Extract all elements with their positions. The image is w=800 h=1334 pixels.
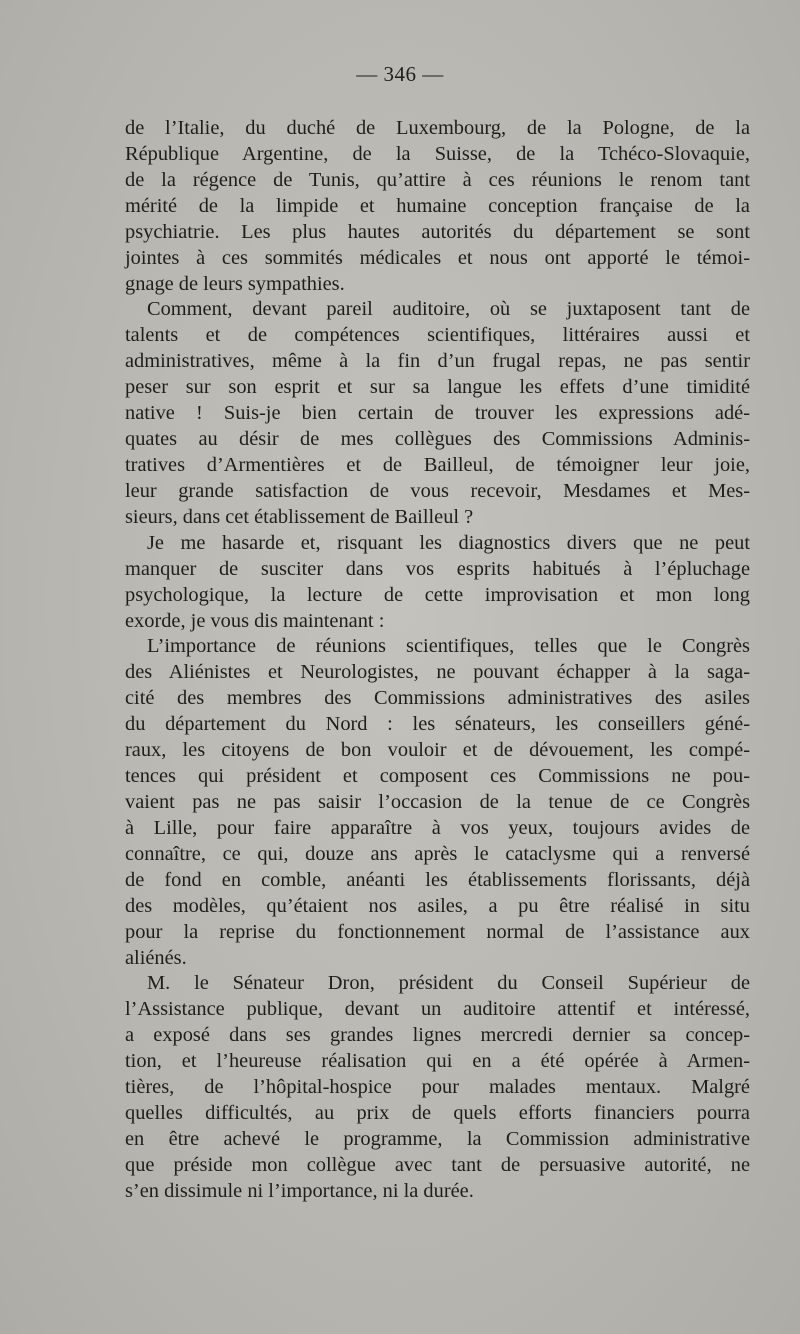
text-line: République Argentine, de la Suisse, de la Tchéco-Slovaquie,: [125, 142, 750, 165]
text-line: aliénés.: [125, 946, 187, 969]
text-line: de l’Italie, du duché de Luxembourg, de la Pologne, de la: [125, 117, 750, 139]
text-line: tratives d’Armentières et de Bailleul, de témoigner leur joie,: [125, 453, 750, 476]
text-line: vaient pas ne pas saisir l’occasion de la tenue de ce Congrès: [125, 790, 750, 813]
text-line: s’en dissimule ni l’importance, ni la durée.: [125, 1179, 474, 1202]
text-line: exorde, je vous dis maintenant :: [125, 609, 385, 632]
text-line: mérité de la limpide et humaine conception française de la: [125, 194, 750, 217]
text-line: sieurs, dans cet établissement de Bailleul ?: [125, 505, 474, 528]
text-line: psychiatrie. Les plus hautes autorités du département se sont: [125, 220, 750, 243]
text-line: M. le Sénateur Dron, président du Conseil Supérieur de: [147, 972, 750, 995]
text-line: tières, de l’hôpital-hospice pour malades mentaux. Malgré: [125, 1076, 750, 1099]
text-line: que préside mon collègue avec tant de persuasive autorité, ne: [125, 1153, 750, 1176]
text-line: L’importance de réunions scientifiques, telles que le Congrès: [147, 635, 750, 658]
text-line: jointes à ces sommités médicales et nous ont apporté le témoi-: [125, 246, 750, 269]
text-line: peser sur son esprit et sur sa langue les effets d’une timidité: [125, 376, 750, 399]
page-number: — 346 —: [356, 62, 444, 86]
text-line: native ! Suis-je bien certain de trouver les expressions adé-: [125, 402, 750, 425]
text-line: manquer de susciter dans vos esprits habitués à l’épluchage: [125, 557, 750, 580]
text-line: des Aliénistes et Neurologistes, ne pouvant échapper à la saga-: [125, 661, 750, 684]
paragraph: [125, 971, 750, 1204]
text-line: quates au désir de mes collègues des Commissions Adminis-: [125, 428, 750, 451]
text-line: à Lille, pour faire apparaître à vos yeux, toujours avides de: [125, 816, 750, 839]
text-line: psychologique, la lecture de cette improvisation et mon long: [125, 583, 750, 606]
text-line: du département du Nord : les sénateurs, les conseillers géné-: [125, 713, 750, 736]
text-line: talents et de compétences scientifiques, littéraires aussi et: [125, 324, 750, 347]
text-line: en être achevé le programme, la Commission administrative: [125, 1127, 750, 1150]
body-text: [125, 116, 750, 1205]
paragraph: [125, 116, 750, 297]
text-line: Comment, devant pareil auditoire, où se juxtaposent tant de: [147, 298, 750, 321]
text-line: leur grande satisfaction de vous recevoir, Mesdames et Mes-: [125, 479, 750, 502]
paragraph: [125, 531, 750, 635]
text-line: administratives, même à la fin d’un frugal repas, ne pas sentir: [125, 350, 750, 373]
text-line: l’Assistance publique, devant un auditoire attentif et intéressé,: [125, 998, 750, 1021]
text-line: cité des membres des Commissions administratives des asiles: [125, 687, 750, 710]
text-line: tences qui président et composent ces Commissions ne pou-: [125, 765, 750, 788]
text-line: gnage de leurs sympathies.: [125, 272, 345, 295]
text-line: tion, et l’heureuse réalisation qui en a été opérée à Armen-: [125, 1050, 750, 1073]
text-line: des modèles, qu’étaient nos asiles, a pu être réalisé in situ: [125, 894, 750, 917]
paragraph: [125, 634, 750, 971]
text-line: raux, les citoyens de bon vouloir et de dévouement, les compé-: [125, 739, 750, 762]
text-line: de fond en comble, anéanti les établissements florissants, déjà: [125, 868, 750, 891]
text-line: pour la reprise du fonctionnement normal de l’assistance aux: [125, 920, 750, 943]
text-line: de la régence de Tunis, qu’attire à ces réunions le renom tant: [125, 168, 750, 191]
text-line: quelles difficultés, au prix de quels efforts financiers pourra: [125, 1102, 750, 1125]
text-line: a exposé dans ses grandes lignes mercredi dernier sa concep-: [125, 1024, 750, 1047]
text-line: Je me hasarde et, risquant les diagnostics divers que ne peut: [147, 531, 750, 554]
paragraph: [125, 297, 750, 530]
text-line: connaître, ce qui, douze ans après le cataclysme qui a renversé: [125, 842, 750, 865]
